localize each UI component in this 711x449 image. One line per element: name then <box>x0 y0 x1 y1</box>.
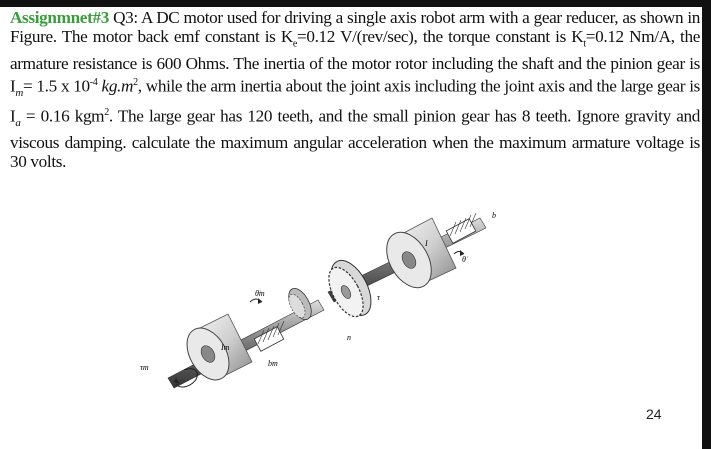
label-theta-dot-m: θ̇m <box>255 289 265 298</box>
kt-subscript: t <box>583 38 586 50</box>
exponent-minus-4: -4 <box>89 76 98 88</box>
label-tau-m: τm <box>140 363 149 372</box>
label-b: b <box>492 211 496 220</box>
problem-part-8: . The large gear has 120 teeth, and the small pinion gear has 8 teeth. Ignore gravity and viscous damping. calculate the maximum angular acceleration when the maximum armature voltage is 30 volts. <box>10 106 700 172</box>
motor-velocity-arrow <box>250 298 262 304</box>
ke-subscript: e <box>292 38 298 50</box>
page-number: 24 <box>646 406 662 422</box>
label-n: n <box>347 333 351 342</box>
question-number: Q3: <box>113 8 138 27</box>
label-i: I <box>425 239 428 248</box>
exponent-2b: 2 <box>104 106 109 118</box>
problem-part-7: = 0.16 kgm <box>20 106 105 126</box>
label-im: Im <box>221 343 230 352</box>
label-bm: bm <box>268 359 278 368</box>
arm-inertia-cylinder <box>378 218 456 295</box>
label-theta-dot: θ̇ <box>462 255 466 264</box>
problem-part-5: kg.m <box>97 76 134 96</box>
problem-part-3: =0.12 Nm/A, the armature resistance is 600 Ohms. The inertia of the motor rotor including the shaft and the pinion gear is I <box>10 27 700 96</box>
label-tau: τ <box>377 293 380 302</box>
problem-part-4: = 1.5 x 10 <box>22 76 90 96</box>
output-bearing-damper <box>446 213 476 243</box>
exponent-2a: 2 <box>133 76 138 88</box>
im-subscript: m <box>15 86 23 99</box>
problem-part-2: =0.12 V/(rev/sec), the torque constant is K <box>297 27 584 47</box>
assignment-label: Assignmnet#3 <box>10 8 109 27</box>
problem-part-1: A DC motor used for driving a single axis robot arm with a gear reducer, as shown in Figure. The motor back emf constant is K <box>10 8 700 47</box>
ia-subscript: a <box>15 117 21 130</box>
problem-part-6: , while the arm inertia about the joint axis including the joint axis and the large gear is I <box>10 76 700 126</box>
large-gear <box>322 254 379 322</box>
